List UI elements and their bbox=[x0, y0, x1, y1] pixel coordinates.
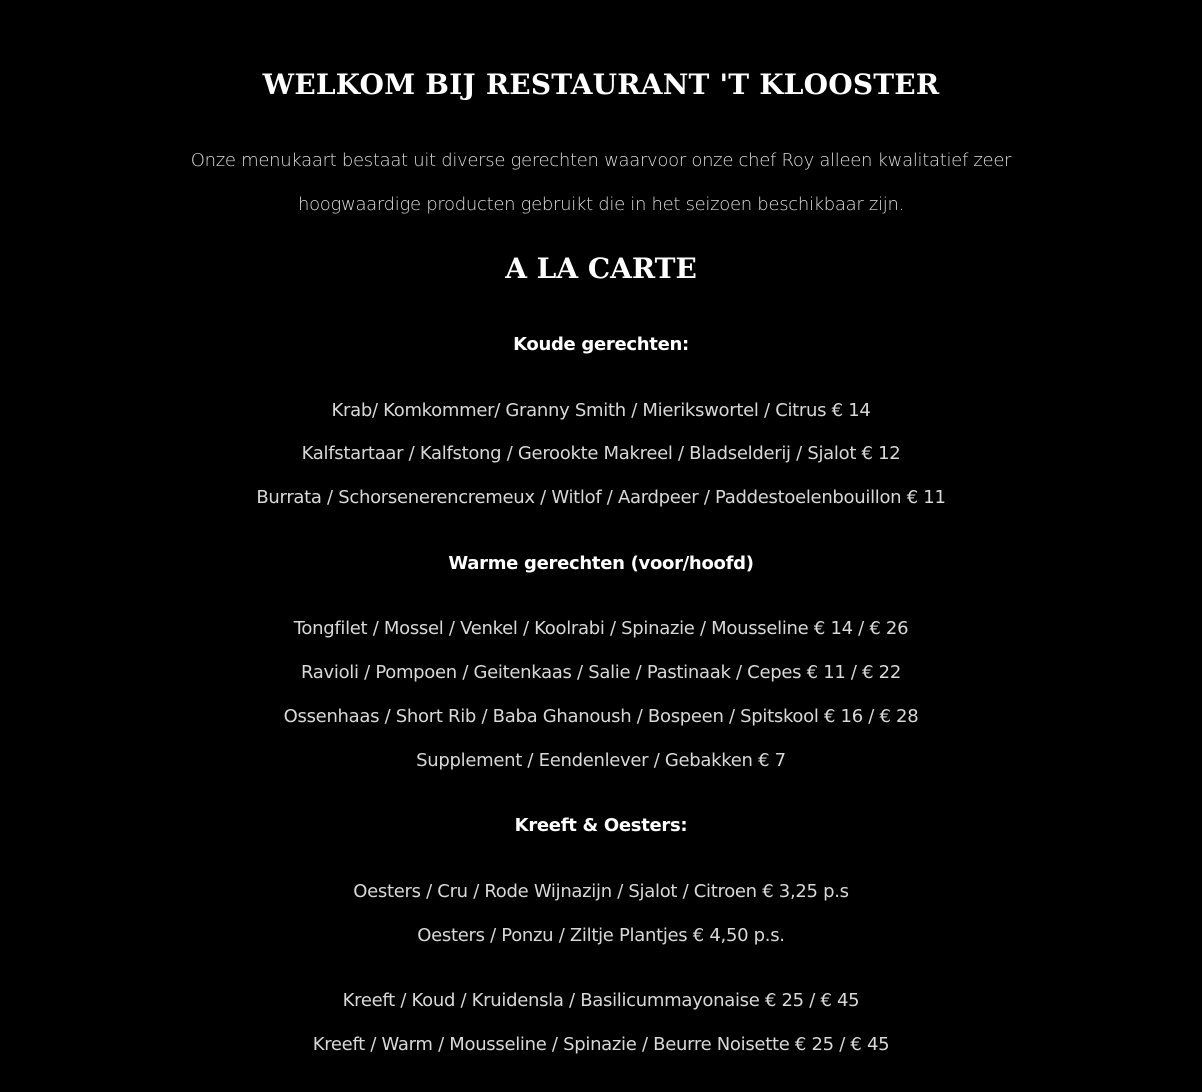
dish-item: Kalfstartaar / Kalfstong / Gerookte Makreel / Bladselderij / Sjalot € 12 bbox=[301, 443, 901, 464]
dish-item: Burrata / Schorsenerencremeux / Witlof / Aardpeer / Paddestoelenbouillon € 11 bbox=[256, 487, 946, 508]
intro-line-2: hoogwaardige producten gebruikt die in het seizoen beschikbaar zijn. bbox=[297, 194, 904, 215]
dish-item: Krab/ Komkommer/ Granny Smith / Mierikswortel / Citrus € 14 bbox=[331, 400, 871, 421]
category-heading-kreeft-oesters: Kreeft & Oesters: bbox=[514, 815, 688, 836]
dish-item: Oesters / Ponzu / Ziltje Plantjes € 4,50 p.s. bbox=[417, 925, 785, 946]
page-title: WELKOM BIJ RESTAURANT 'T KLOOSTER bbox=[262, 68, 940, 101]
dish-item: Ossenhaas / Short Rib / Baba Ghanoush / Bospeen / Spitskool € 16 / € 28 bbox=[283, 706, 919, 727]
dish-item: Oesters / Cru / Rode Wijnazijn / Sjalot / Citroen € 3,25 p.s bbox=[353, 881, 849, 902]
intro-line-1: Onze menukaart bestaat uit diverse gerechten waarvoor onze chef Roy alleen kwalitatief zeer bbox=[190, 150, 1012, 171]
dish-item: Kreeft / Koud / Kruidensla / Basilicummayonaise € 25 / € 45 bbox=[342, 990, 860, 1011]
menu-title: A LA CARTE bbox=[505, 252, 697, 285]
category-heading-warme: Warme gerechten (voor/hoofd) bbox=[448, 553, 754, 574]
dish-item: Tongfilet / Mossel / Venkel / Koolrabi / Spinazie / Mousseline € 14 / € 26 bbox=[293, 618, 909, 639]
dish-item: Kreeft / Warm / Mousseline / Spinazie / Beurre Noisette € 25 / € 45 bbox=[312, 1034, 890, 1055]
dish-item: Supplement / Eendenlever / Gebakken € 7 bbox=[416, 750, 786, 771]
category-heading-koude: Koude gerechten: bbox=[513, 334, 689, 355]
dish-item: Ravioli / Pompoen / Geitenkaas / Salie / Pastinaak / Cepes € 11 / € 22 bbox=[301, 662, 901, 683]
